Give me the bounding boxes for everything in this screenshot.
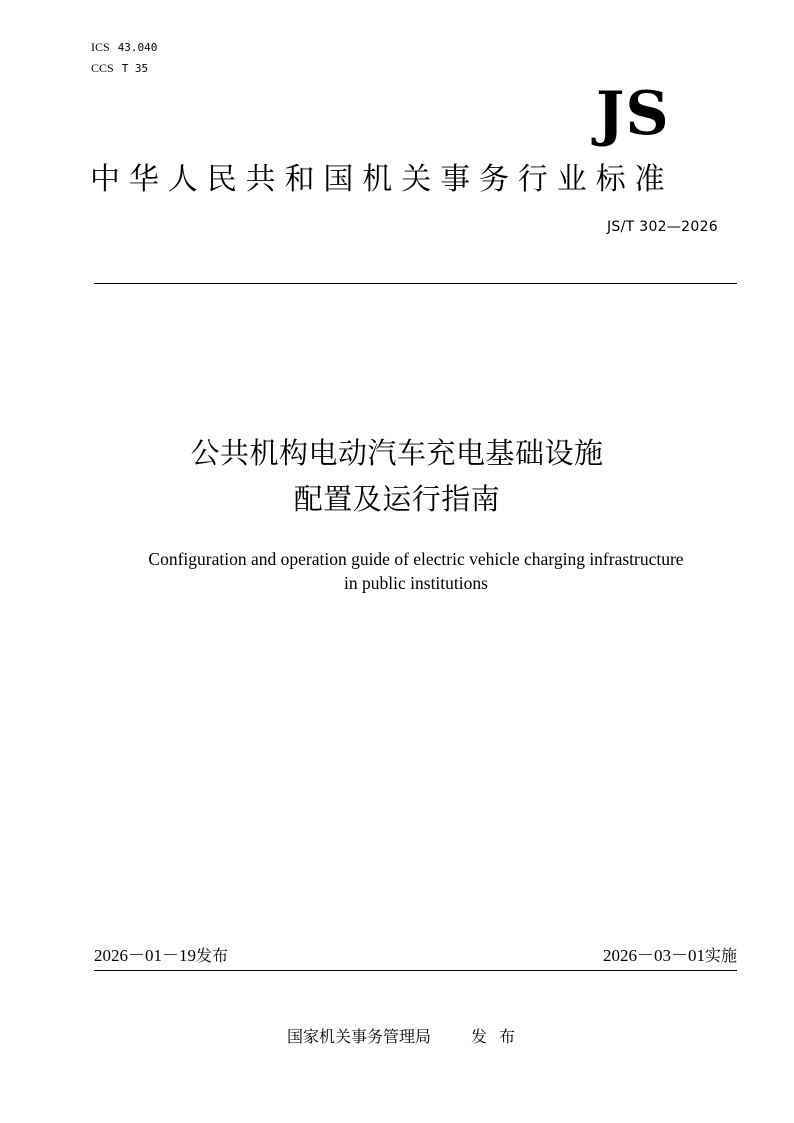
standard-mark-logo: JS [596, 79, 670, 149]
implementation-date [603, 945, 737, 967]
top-divider [94, 283, 737, 284]
standard-category-title: 中华人民共和国机关事务行业标准 [90, 162, 674, 197]
ccs-label: CCS [91, 61, 114, 75]
document-title-zh-line1: 公共机构电动汽车充电基础设施 [190, 436, 604, 470]
issue-date [94, 945, 228, 967]
implementation-date-label: 实施 [704, 946, 737, 965]
bottom-divider [94, 970, 737, 971]
issuer-action: 发布 [471, 1027, 528, 1046]
document-title-en-line1: Configuration and operation guide of electric vehicle charging infrastructure [148, 549, 684, 569]
document-title-en-line2: in public institutions [344, 573, 488, 593]
document-title-zh-line2: 配置及运行指南 [293, 482, 501, 516]
ics-label: ICS [91, 40, 110, 54]
implementation-date-value: 2026－03－01 [602, 946, 705, 965]
issuer-name: 国家机关事务管理局 [286, 1027, 431, 1046]
issue-date-label: 发布 [196, 946, 229, 965]
standard-number: JS/T 302—2026 [607, 219, 718, 235]
ics-classification [91, 40, 157, 55]
ccs-code: T 35 [121, 62, 149, 75]
ics-code: 43.040 [117, 41, 158, 54]
issue-date-value: 2026－01－19 [94, 946, 196, 965]
ccs-classification [91, 61, 148, 76]
issuing-authority [0, 1026, 794, 1048]
